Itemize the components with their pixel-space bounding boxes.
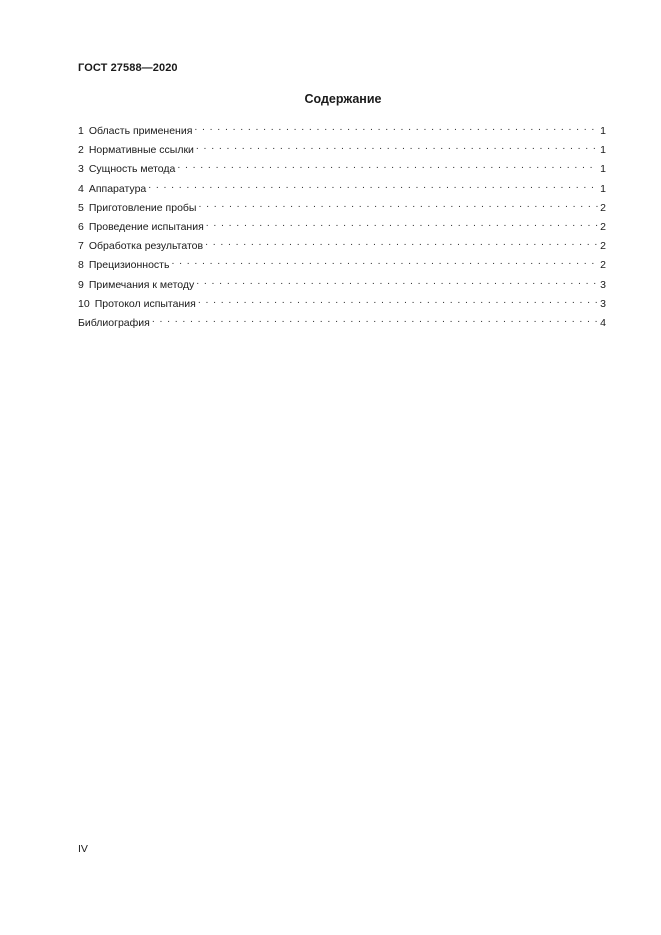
table-of-contents xyxy=(78,122,606,333)
toc-item-precision[interactable] xyxy=(78,256,606,275)
toc-dot-leader xyxy=(196,141,598,153)
toc-item-number: 5 xyxy=(78,201,84,214)
toc-dot-leader xyxy=(198,295,598,307)
toc-item-results-processing[interactable] xyxy=(78,237,606,256)
toc-item-number: 4 xyxy=(78,182,84,195)
toc-item-page: 3 xyxy=(600,278,606,291)
toc-item-label: Протокол испытания xyxy=(94,297,196,310)
toc-item-label: Примечания к методу xyxy=(88,278,195,291)
toc-dot-leader xyxy=(196,276,598,288)
toc-dot-leader xyxy=(177,160,598,172)
toc-item-label: Прецизионность xyxy=(88,259,170,272)
toc-dot-leader xyxy=(171,256,598,268)
toc-item-sample-preparation[interactable] xyxy=(78,199,606,218)
toc-item-page: 3 xyxy=(600,297,606,310)
toc-item-page: 2 xyxy=(600,240,606,253)
toc-item-number: 6 xyxy=(78,220,84,233)
toc-item-page: 1 xyxy=(600,125,606,137)
toc-item-test-procedure[interactable] xyxy=(78,218,606,237)
toc-item-scope[interactable] xyxy=(78,122,606,141)
toc-item-number: 1 xyxy=(78,125,84,137)
toc-item-page: 4 xyxy=(600,316,606,329)
toc-item-apparatus[interactable] xyxy=(78,180,606,199)
toc-dot-leader xyxy=(206,218,598,230)
toc-item-label: Аппаратура xyxy=(88,182,147,195)
toc-item-page: 2 xyxy=(600,201,606,214)
toc-dot-leader xyxy=(194,122,598,134)
toc-dot-leader xyxy=(148,180,598,192)
toc-item-label: Приготовление пробы xyxy=(88,201,197,214)
toc-item-test-report[interactable] xyxy=(78,295,606,314)
toc-item-method-notes[interactable] xyxy=(78,276,606,295)
toc-item-normative-references[interactable] xyxy=(78,141,606,160)
toc-item-label: Библиография xyxy=(78,316,150,329)
toc-dot-leader xyxy=(152,314,598,326)
toc-item-label: Обработка результатов xyxy=(88,240,204,253)
toc-item-number: 9 xyxy=(78,278,84,291)
toc-item-number: 10 xyxy=(78,297,90,310)
toc-item-method-essence[interactable] xyxy=(78,160,606,179)
toc-item-label: Область применения xyxy=(88,125,193,137)
toc-item-label: Нормативные ссылки xyxy=(88,144,194,157)
toc-item-page: 1 xyxy=(600,144,606,157)
page-number: IV xyxy=(78,843,88,855)
toc-item-page: 1 xyxy=(600,163,606,176)
toc-item-page: 2 xyxy=(600,220,606,233)
document-standard-id: ГОСТ 27588—2020 xyxy=(78,62,178,74)
toc-item-bibliography[interactable] xyxy=(78,314,606,333)
toc-item-label: Сущность метода xyxy=(88,163,176,176)
toc-item-number: 8 xyxy=(78,259,84,272)
toc-dot-leader xyxy=(198,199,598,211)
toc-item-number: 3 xyxy=(78,163,84,176)
toc-dot-leader xyxy=(205,237,598,249)
toc-item-page: 2 xyxy=(600,259,606,272)
toc-item-page: 1 xyxy=(600,182,606,195)
toc-item-number: 7 xyxy=(78,240,84,253)
toc-item-label: Проведение испытания xyxy=(88,220,204,233)
toc-item-number: 2 xyxy=(78,144,84,157)
toc-title: Содержание xyxy=(304,92,382,106)
